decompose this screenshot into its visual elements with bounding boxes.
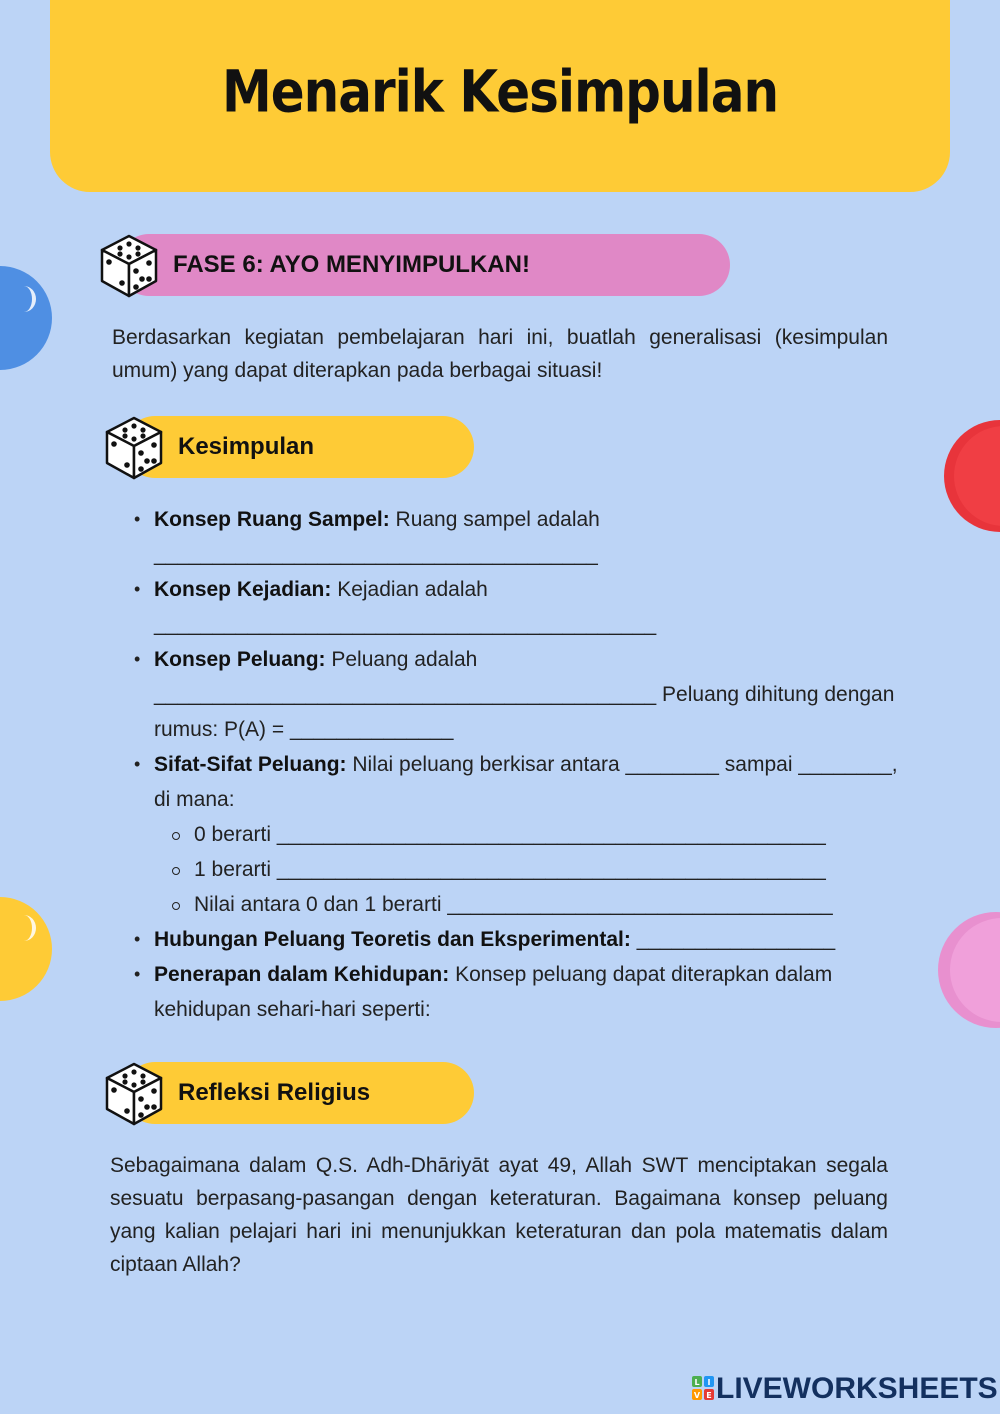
list-item [108,502,898,572]
kesimpulan-banner [124,416,474,478]
phase-banner [118,234,730,296]
refleksi-banner [124,1062,474,1124]
sub-list-item: 1 berarti _______________________________________________ [154,852,898,887]
decor-ball-blue [0,266,52,370]
item-text: Ruang sampel adalah ______________________________________ [154,508,600,566]
item-label: Konsep Peluang: [154,648,326,671]
list-item [108,572,898,642]
page-title: Menarik Kesimpulan [221,58,779,126]
intro-paragraph: Berdasarkan kegiatan pembelajaran hari ini, buatlah generalisasi (kesimpulan umum) yang dapat diterapkan pada berbagai situasi! [112,326,888,382]
kesimpulan-heading: Kesimpulan [178,433,315,460]
decor-ball-pink [938,912,1000,1028]
dice-icon [103,1061,165,1127]
decor-ball-yellow [0,897,52,1001]
liveworksheets-logo [692,1372,998,1406]
item-label: Penerapan dalam Kehidupan: [154,963,450,986]
item-label: Konsep Kejadian: [154,578,332,601]
svg-text:V: V [693,1391,701,1400]
refleksi-heading: Refleksi Religius [178,1079,371,1106]
phase-label: FASE 6: AYO MENYIMPULKAN! [173,251,530,278]
item-label: Sifat-Sifat Peluang: [154,753,347,776]
item-label: Hubungan Peluang Teoretis dan Eksperimental: [154,928,631,951]
list-item [108,642,898,747]
reflection-paragraph: Sebagaimana dalam Q.S. Adh-Dhāriyāt ayat 49, Allah SWT menciptakan segala sesuatu berpasang-pasangan dengan keteraturan. Bagaimana konsep peluang yang kalian pelajari hari ini menunjukkan keteraturan dan pola matematis dalam ciptaan Allah? [110,1154,888,1276]
svg-text:E: E [706,1391,712,1400]
item-text: Nilai peluang berkisar antara ________ sampai ________, di mana: [154,753,898,811]
list-item [108,747,898,922]
item-text: Peluang adalah ___________________________________________ Peluang dihitung dengan rumus: P(A) = ______________ [154,648,895,741]
list-item [108,922,898,957]
list-item [108,957,898,1027]
svg-text:I: I [707,1378,711,1387]
logo-text: LIVEWORKSHEETS [716,1372,998,1405]
sub-list-item: Nilai antara 0 dan 1 berarti _________________________________ [154,887,898,922]
decor-ball-red [944,420,1000,532]
item-text: Kejadian adalah ___________________________________________ [154,578,657,636]
liveworksheets-logo-icon [692,1376,716,1402]
item-text: _________________ [630,928,836,951]
sub-list [154,817,898,922]
sub-list-item: 0 berarti _______________________________________________ [154,817,898,852]
dice-icon [103,415,165,481]
svg-text:L: L [694,1378,700,1387]
item-label: Konsep Ruang Sampel: [154,508,390,531]
page-header [50,0,950,192]
conclusion-list [108,502,898,1027]
dice-icon [98,233,160,299]
item-text: Konsep peluang dapat diterapkan dalam kehidupan sehari-hari seperti: [154,963,833,1021]
